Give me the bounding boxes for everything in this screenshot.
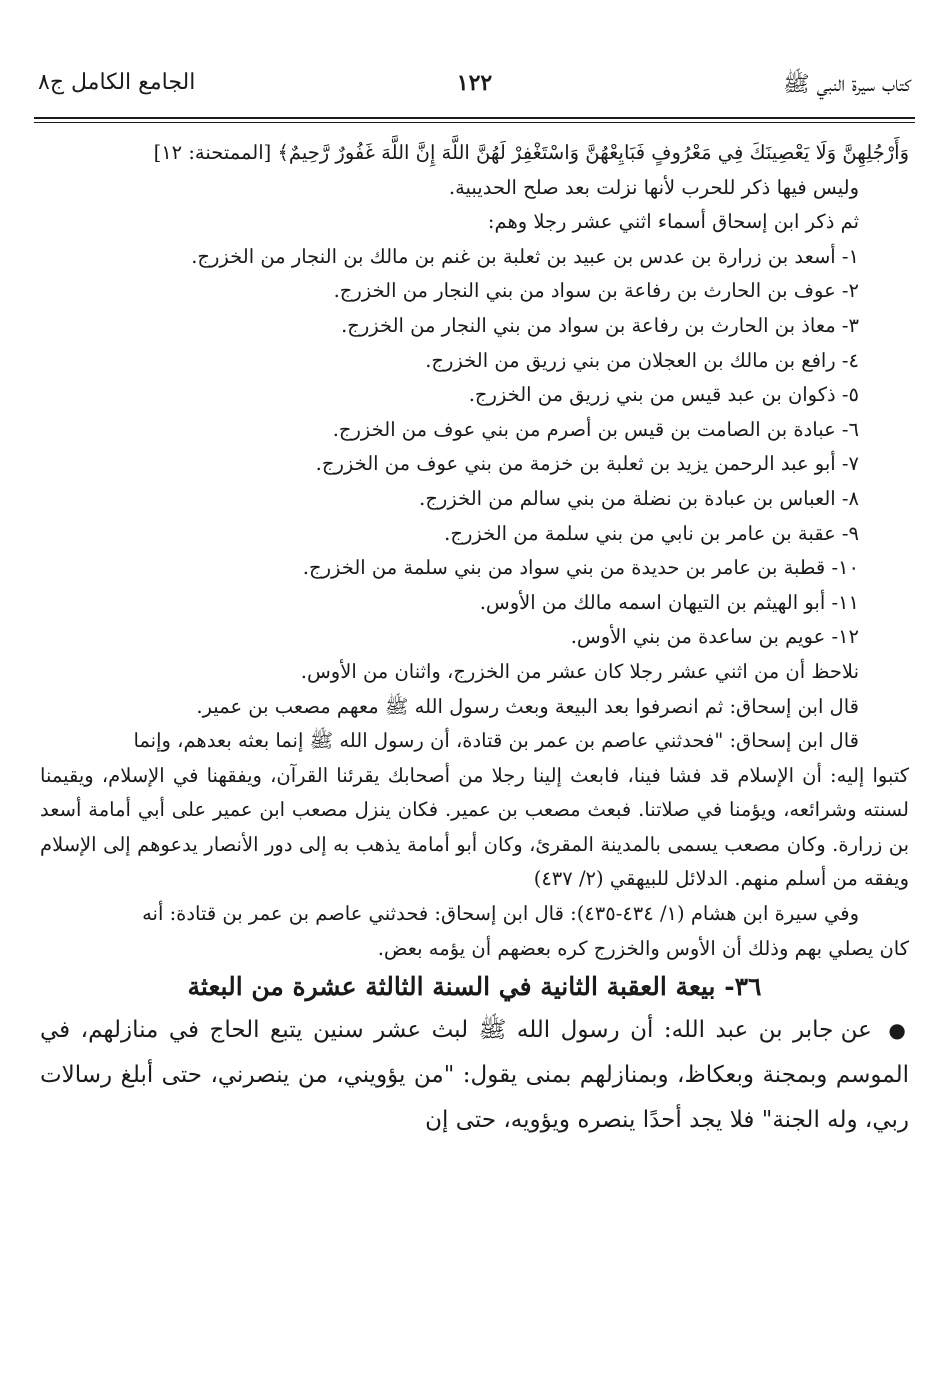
header-rule-thin xyxy=(34,122,915,123)
count-note: نلاحظ أن من اثني عشر رجلا كان عشر من الخزرج، واثنان من الأوس. xyxy=(300,659,859,683)
list-item: ١٠- قطبة بن عامر بن حديدة من بني سواد من بني سلمة من الخزرج. xyxy=(302,556,859,580)
list-item: ٩- عقبة بن عامر بن نابي من بني سلمة من الخزرج. xyxy=(444,521,859,545)
header-rule-thick xyxy=(34,117,915,119)
list-item: ٢- عوف بن الحارث بن رفاعة بن سواد من بني النجار من الخزرج. xyxy=(333,279,859,303)
page-body xyxy=(40,136,909,1143)
jabir-hadith-text: عن جابر بن عبد الله: أن رسول الله ﷺ لبث عشر سنين يتبع الحاج في منازلهم، في الموسم وبمجنة وبعكاظ، وبمنازلهم بمنى يقول: "من يؤويني، من ينصرني، حتى أبلغ رسالات ربي، وله الجنة" فلا يجد أحدًا ينصره ويؤويه، حتى إن xyxy=(40,1017,909,1134)
hisham-continuation: كان يصلي بهم وذلك أن الأوس والخزرج كره بعضهم أن يؤمه بعض. xyxy=(377,936,909,960)
hisham-first-line: وفي سيرة ابن هشام (١/ ٤٣٤-٤٣٥): قال ابن إسحاق: فحدثني عاصم بن عمر بن قتادة: أنه xyxy=(142,902,859,926)
ishaq-quote-2-first-line: قال ابن إسحاق: "فحدثني عاصم بن عمر بن قتادة، أن رسول الله ﷺ إنما بعثه بعدهم، وإنما xyxy=(133,729,859,753)
volume-title: الجامع الكامل ج٨ xyxy=(38,70,196,95)
list-item: ٨- العباس بن عبادة بن نضلة من بني سالم من الخزرج. xyxy=(419,486,859,510)
bullet-icon: ● xyxy=(888,1018,910,1043)
note-paragraph: وليس فيها ذكر للحرب لأنها نزلت بعد صلح الحديبية. xyxy=(448,175,859,199)
list-item: ١٢- عويم بن ساعدة من بني الأوس. xyxy=(570,625,859,649)
book-title: كتاب سيرة النبي ﷺ xyxy=(783,72,911,97)
ishaq-quote-2 xyxy=(40,724,909,897)
section-heading: ٣٦- بيعة العقبة الثانية في السنة الثالثة عشرة من البعثة xyxy=(187,972,762,1002)
list-item: ٦- عبادة بن الصامت بن قيس بن أصرم من بني عوف من الخزرج. xyxy=(332,417,859,441)
ishaq-quote-2-continuation: كتبوا إليه: أن الإسلام قد فشا فينا، فابعث إلينا رجلا من أصحابك يقرئنا القرآن، ويفقهنا في الإسلام، ويقيمنا لسنته وشرائعه، ويؤمنا في صلاتنا. فبعث مصعب بن عمير. فكان ينزل مصعب ابن عمير على أبي أمامة أسعد بن زرارة. وكان مصعب يسمى بالمدينة المقرئ، وكان أبو أمامة يذهب به إلى دور الأنصار يدعوهم إلى الإسلام ويفقه من أسلم منهم. الدلائل للبيهقي (٢/ ٤٣٧) xyxy=(40,763,909,891)
jabir-hadith xyxy=(40,1008,909,1143)
running-header xyxy=(38,70,911,104)
quran-verse: وَأَرْجُلِهِنَّ وَلَا يَعْصِينَكَ فِي مَعْرُوفٍ فَبَايِعْهُنَّ وَاسْتَغْفِرْ لَهُنَّ اللَّهَ إِنَّ اللَّهَ غَفُورٌ رَّحِيمٌ﴾ [الممتحنة: ١٢] xyxy=(153,141,909,164)
hisham-paragraph xyxy=(40,897,909,966)
list-item: ١١- أبو الهيثم بن التيهان اسمه مالك من الأوس. xyxy=(479,590,859,614)
ishaq-quote-1: قال ابن إسحاق: ثم انصرفوا بعد البيعة وبعث رسول الله ﷺ معهم مصعب بن عمير. xyxy=(196,694,859,718)
page-number: ١٢٢ xyxy=(456,70,493,96)
list-item: ٤- رافع بن مالك بن العجلان من بني زريق من الخزرج. xyxy=(425,348,859,372)
list-item: ٥- ذكوان بن عبد قيس من بني زريق من الخزرج. xyxy=(468,383,859,407)
list-item: ٣- معاذ بن الحارث بن رفاعة بن سواد من بني النجار من الخزرج. xyxy=(341,313,859,337)
list-item: ٧- أبو عبد الرحمن يزيد بن ثعلبة بن خزمة من بني عوف من الخزرج. xyxy=(315,452,859,476)
list-item: ١- أسعد بن زرارة بن عدس بن عبيد بن ثعلبة بن غنم بن مالك بن النجار من الخزرج. xyxy=(191,244,859,268)
list-intro: ثم ذكر ابن إسحاق أسماء اثني عشر رجلا وهم: xyxy=(487,210,859,234)
